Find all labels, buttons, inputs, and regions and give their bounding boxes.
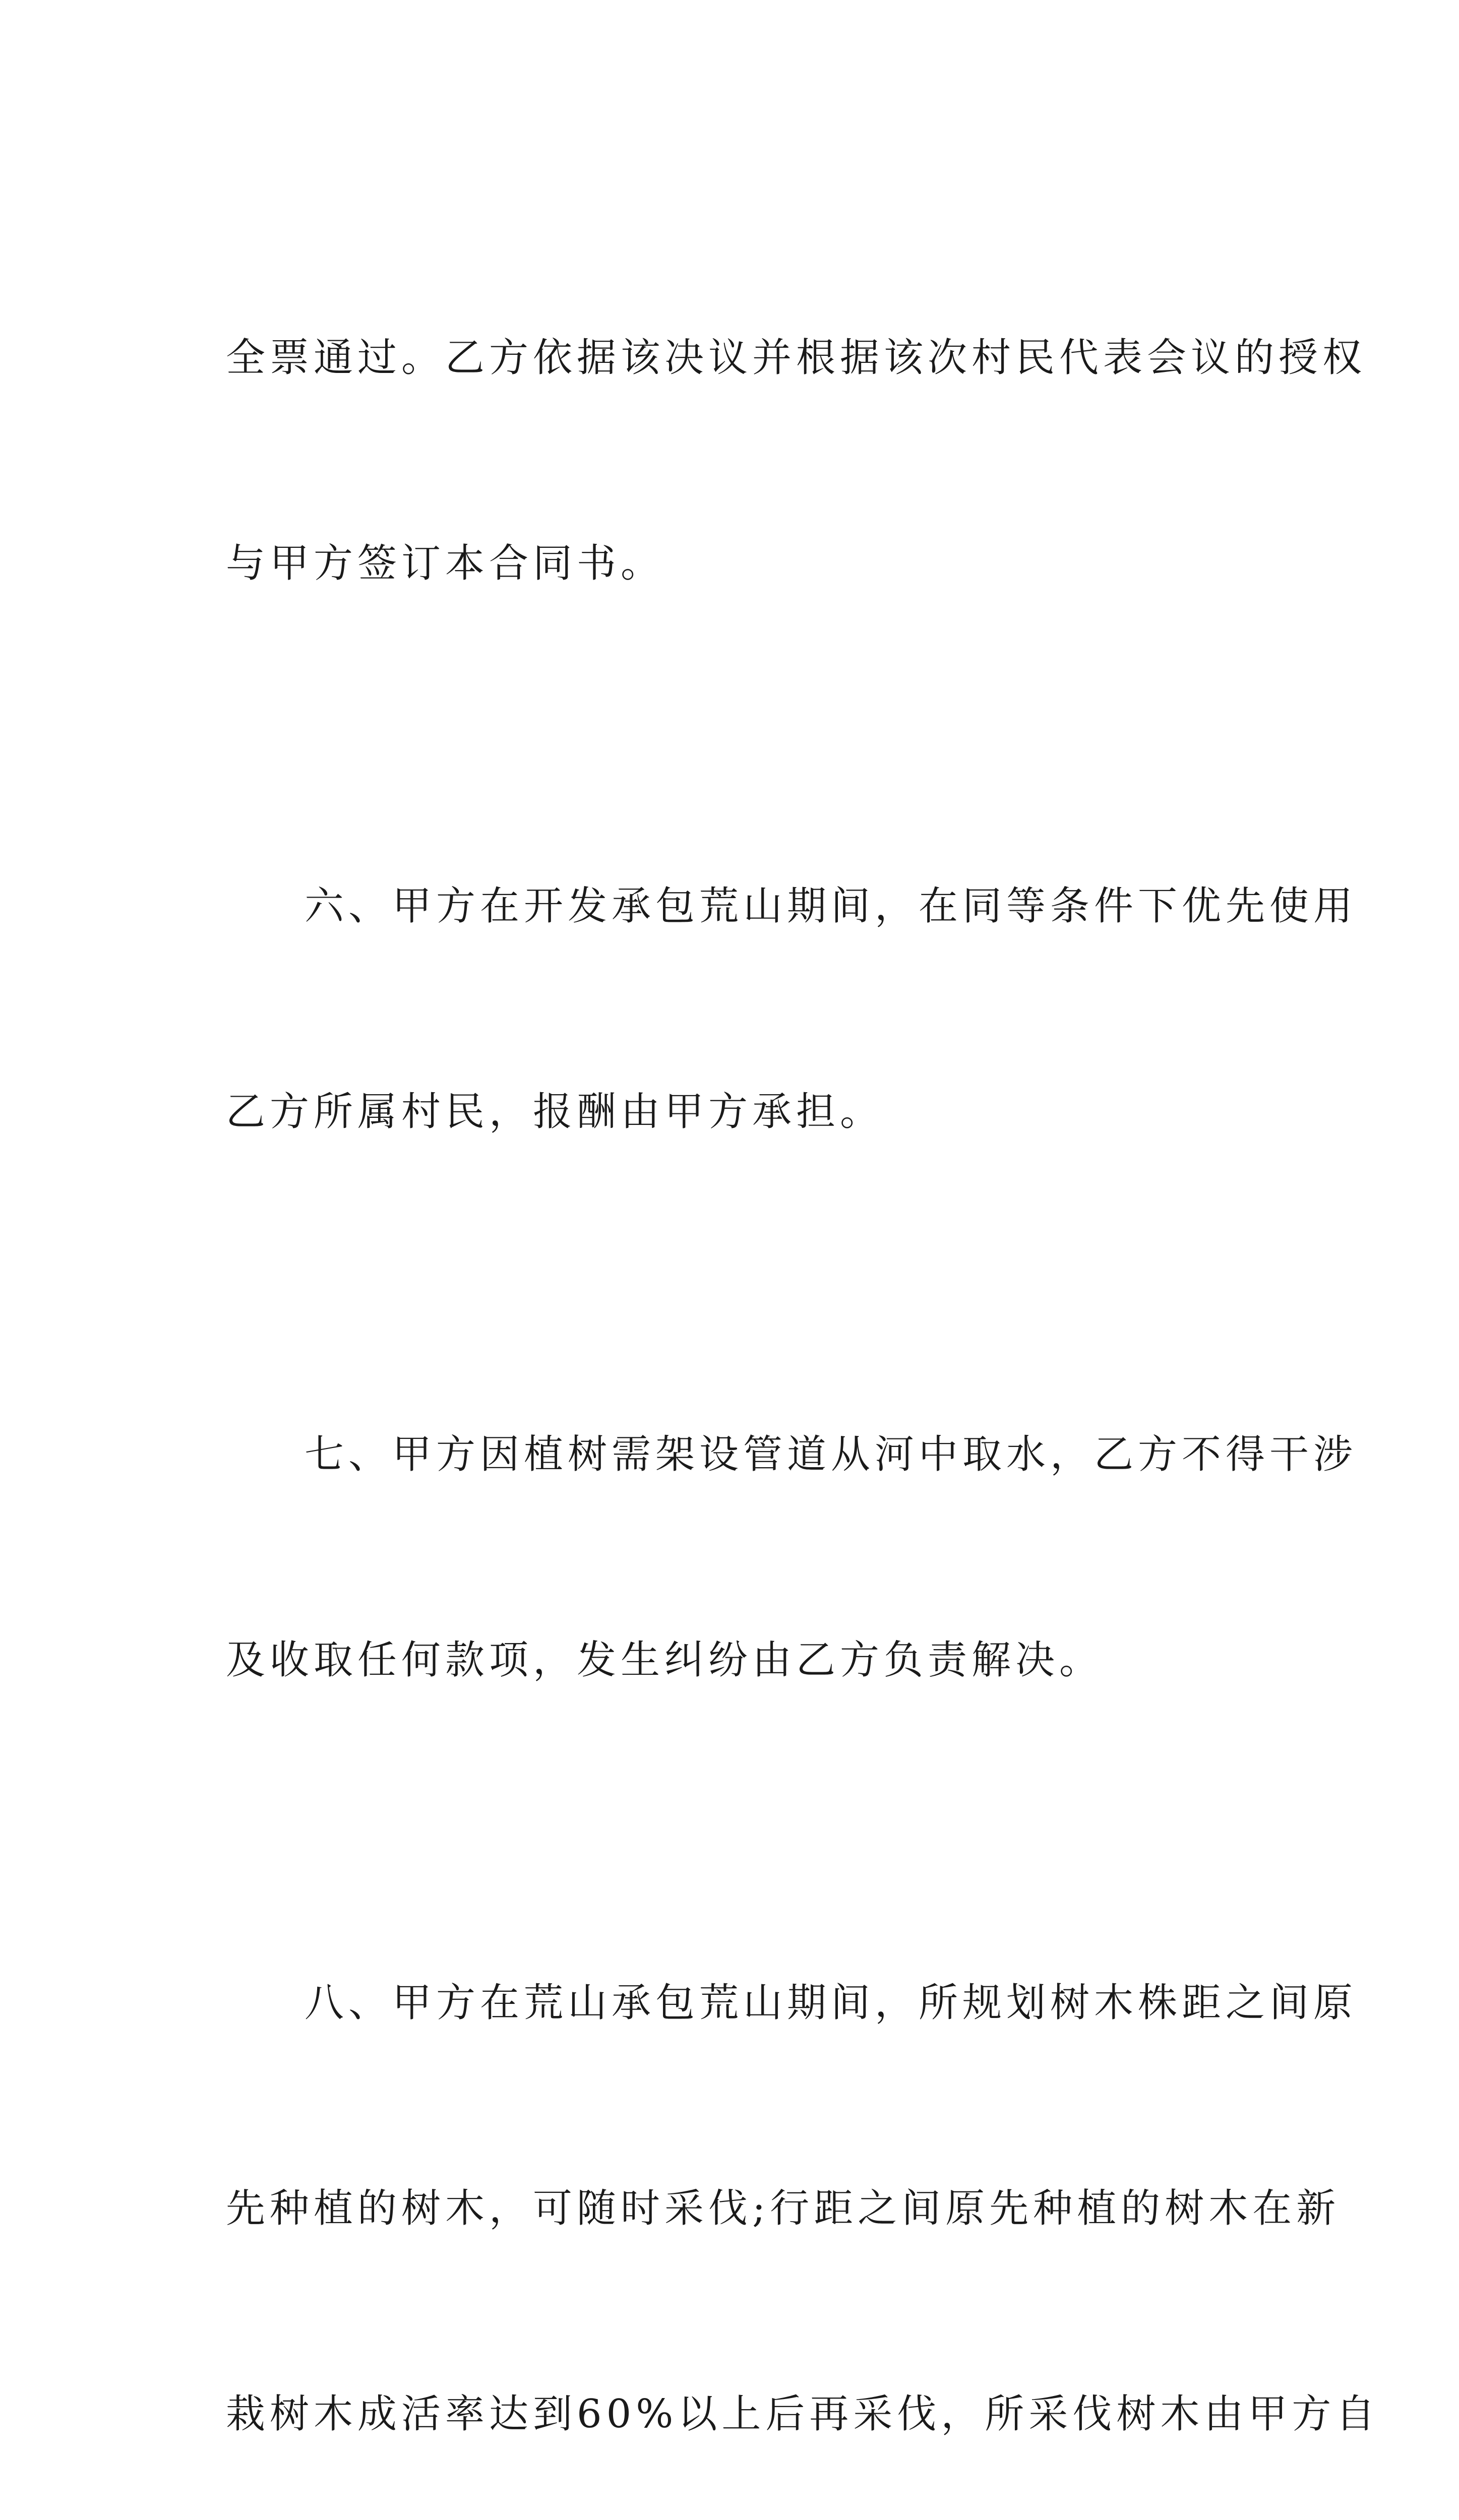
text-line: 栽树木成活率达到60%以上后再采伐，所采伐树木由甲方自 (226, 2391, 1380, 2437)
text-line: 八、甲方在荒山承包荒山期间，所规划树木株距之间原 (305, 1980, 1358, 2026)
text-line: 六、甲方在开发承包荒山期间，在同等条件下优先使用 (305, 884, 1358, 929)
text-line: 全票通过。乙方依据该决议并根据该次村民代表会议的授权 (226, 335, 1367, 381)
clause-8 (226, 1832, 1380, 2520)
clause-6 (226, 735, 1358, 1283)
contract-body (226, 186, 1380, 2520)
paragraph-continuation (226, 186, 1367, 735)
text-line: 先种植的树木，可随时采伐;行距之间原先种植的树木在新 (226, 2186, 1341, 2231)
text-line: 乙方所属村民，报酬由甲方承担。 (226, 1089, 884, 1135)
clause-7 (226, 1283, 1358, 1832)
text-line: 七、甲方因植树需架设管道从河中取水，乙方不得干涉 (305, 1432, 1358, 1477)
text-line: 与甲方签订本合同书。 (226, 541, 665, 586)
text-line: 及收取任何款项，发生纠纷由乙方负责解决。 (226, 1637, 1104, 1683)
